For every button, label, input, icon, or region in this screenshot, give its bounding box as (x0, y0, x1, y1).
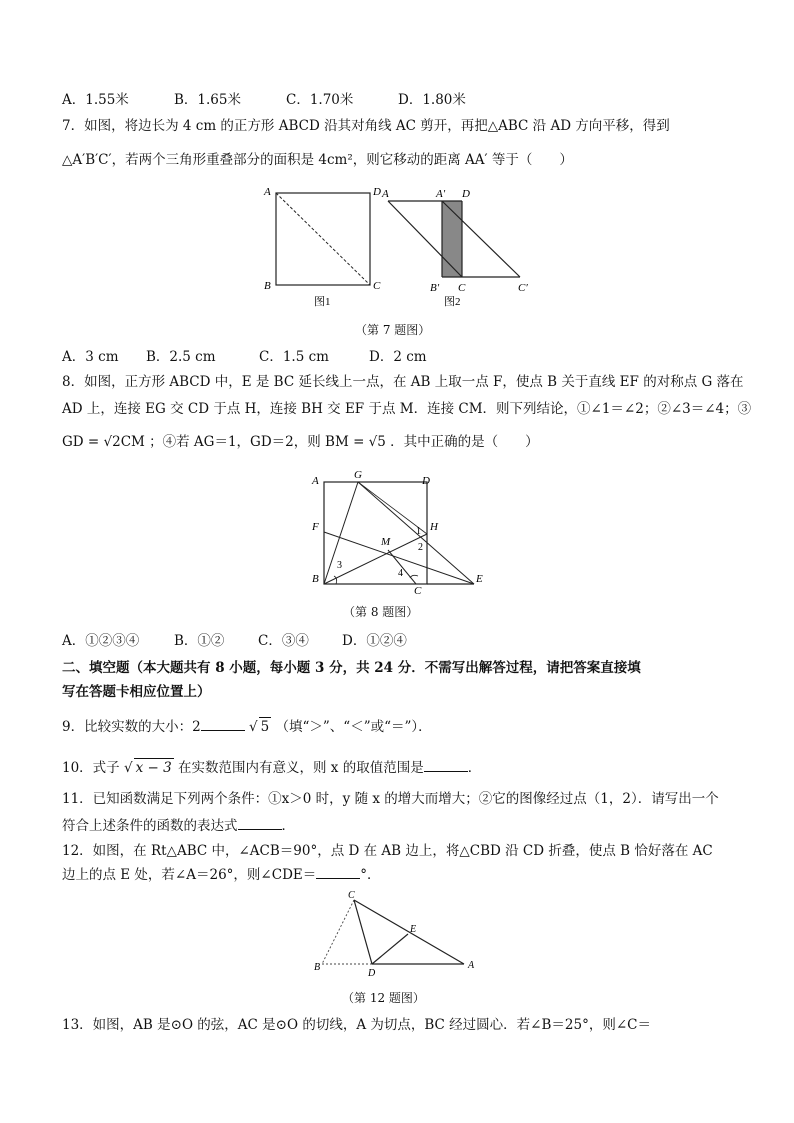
q11-end: ． (281, 818, 295, 834)
q8-angle-4: 4 (398, 568, 403, 579)
q11-line2-text: 符合上述条件的函数的表达式 (62, 818, 238, 834)
q12-point-c: C (348, 890, 355, 901)
q8-point-m: M (381, 536, 391, 548)
q7-fig1-point-a: A (264, 186, 271, 198)
q12-point-d: D (368, 968, 376, 979)
q11-answer-blank[interactable] (238, 815, 282, 830)
q7-fig2-point-b-prime: B′ (430, 282, 440, 294)
q7-fig1-label: 图1 (314, 296, 331, 308)
q10-answer-blank[interactable] (424, 757, 468, 772)
q7-option-b: B．2.5 cm (146, 349, 216, 365)
q7-fig1-point-b: B (264, 280, 271, 292)
q8-point-e: E (476, 573, 483, 585)
q7-fig1-point-c: C (373, 280, 381, 292)
q12-caption: （第 12 题图） (342, 991, 425, 1005)
q7-option-d: D．2 cm (369, 349, 427, 365)
q7-figure2 (378, 185, 548, 315)
q8-option-d: D．①②④ (342, 633, 407, 649)
q11-text-line1: 11．已知函数满足下列两个条件：①x＞0 时，y 随 x 的增大而增大；②它的图像经过点（1，2）．请写出一个 (62, 791, 719, 807)
q7-fig2-label: 图2 (444, 296, 461, 308)
q9-text: 9．比较实数的大小：2 √ 5 （填“＞”、“＜”或“＝”）． (62, 716, 432, 736)
q6-option-b: B．1.65米 (174, 92, 241, 108)
q10-end: ． (467, 760, 482, 776)
q7-option-a: A．3 cm (62, 349, 119, 365)
q8-text-line1: 8．如图，正方形 ABCD 中，E 是 BC 延长线上一点，在 AB 上取一点 F，使点 B 关于直线 EF 的对称点 G 落在 (62, 374, 744, 390)
q8-point-b: B (312, 573, 319, 585)
q8-figure (308, 468, 488, 603)
q8-text-line3: GD = √2CM ；④若 AG＝1，GD＝2，则 BM = √5 ．其中正确的是（ ） (62, 434, 539, 450)
q10-pre: 10．式子 (62, 760, 120, 776)
q6-option-a: A．1.55米 (62, 92, 129, 108)
q8-point-g: G (354, 469, 362, 481)
q9-pre: 9．比较实数的大小：2 (62, 719, 201, 735)
section2-heading-line1: 二、填空题（本大题共有 8 小题，每小题 3 分，共 24 分．不需写出解答过程，请把答案直接填 (62, 660, 641, 676)
q7-option-c: C．1.5 cm (259, 349, 329, 365)
section2-heading-line2: 写在答题卡相应位置上） (62, 684, 211, 700)
q8-option-c: C．③④ (258, 633, 309, 649)
q6-option-d: D．1.80米 (398, 92, 466, 108)
q7-figure1 (262, 185, 382, 315)
q8-point-h: H (430, 521, 438, 533)
q11-text-line2 (62, 815, 295, 835)
q7-fig2-point-a-prime: A′ (436, 188, 446, 200)
q9-radicand: 5 (260, 719, 270, 735)
q8-point-d: D (422, 475, 430, 487)
q7-caption: （第 7 题图） (355, 323, 431, 337)
q8-option-a: A．①②③④ (62, 633, 140, 649)
q10-text: 10．式子 √ x − 3 在实数范围内有意义，则 x 的取值范围是 ． (62, 757, 481, 777)
q7-text-line1: 7．如图，将边长为 4 cm 的正方形 ABCD 沿其对角线 AC 剪开，再把△ABC 沿 AD 方向平移，得到 (62, 118, 670, 134)
q12-figure (312, 890, 492, 985)
q8-point-c: C (414, 585, 422, 597)
q9-answer-blank[interactable] (201, 716, 245, 731)
q8-angle-2: 2 (418, 542, 423, 553)
q10-radicand: x − 3 (135, 760, 172, 776)
q8-point-f: F (312, 521, 319, 533)
q8-point-a: A (312, 475, 319, 487)
q12-end: °． (360, 867, 381, 883)
q13-text-line1: 13．如图，AB 是⊙O 的弦，AC 是⊙O 的切线，A 为切点，BC 经过圆心．若∠B＝25°，则∠C＝ (62, 1017, 651, 1033)
q12-line2-text: 边上的点 E 处，若∠A＝26°，则∠CDE＝ (62, 867, 317, 883)
q8-angle-3: 3 (337, 560, 342, 571)
q8-text-line2: AD 上，连接 EG 交 CD 于点 H，连接 BH 交 EF 于点 M．连接 CM．则下列结论，①∠1＝∠2；②∠3＝∠4；③ (62, 401, 752, 417)
q12-point-a: A (468, 960, 475, 971)
q7-text-line2: △A′B′C′，若两个三角形重叠部分的面积是 4cm²，则它移动的距离 AA′ 等于（ ） (62, 152, 573, 168)
q7-fig2-point-c: C (458, 282, 466, 294)
q6-option-c: C．1.70米 (286, 92, 354, 108)
q12-answer-blank[interactable] (316, 864, 360, 879)
q12-point-b: B (314, 962, 321, 973)
q7-fig1-point-d: D (373, 186, 381, 198)
q12-text-line1: 12．如图，在 Rt△ABC 中，∠ACB＝90°，点 D 在 AB 边上，将△CBD 沿 CD 折叠，使点 B 恰好落在 AC (62, 843, 713, 859)
q9-post: （填“＞”、“＜”或“＝”）． (275, 719, 432, 735)
q10-post: 在实数范围内有意义，则 x 的取值范围是 (178, 760, 424, 776)
q8-angle-1: 1 (416, 526, 421, 537)
q7-fig2-point-a: A (382, 188, 389, 200)
q8-option-b: B．①② (174, 633, 225, 649)
q8-caption: （第 8 题图） (343, 605, 419, 619)
q12-text-line2 (62, 864, 381, 884)
q7-fig2-point-c-prime: C′ (518, 282, 528, 294)
q12-point-e: E (410, 924, 417, 935)
q7-fig2-point-d: D (462, 188, 470, 200)
